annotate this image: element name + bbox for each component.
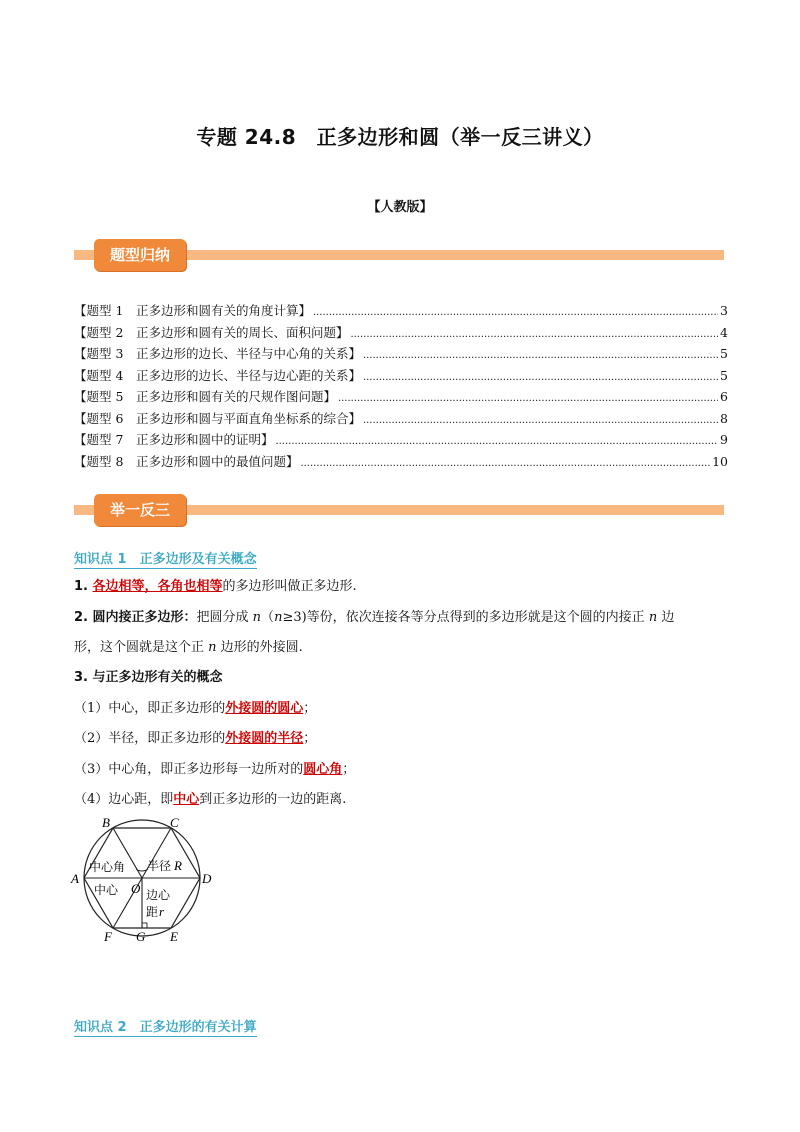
toc-label: 【题型 4 [74,367,124,383]
center-label-o: O [131,881,141,896]
toc-entry[interactable] [74,409,728,431]
paragraph-text: ≥3)等份，依次连接各等分点得到的多边形就是这个圆的内接正 [282,610,649,625]
vertex-label-a: A [71,871,79,886]
label-center-angle: 中心角 [89,860,126,874]
toc-page: 10 [712,453,728,469]
toc-leader [338,393,718,404]
table-of-contents [74,301,728,473]
toc-leader [313,307,718,318]
paragraph-text: 到正多边形的一边的距离. [199,792,347,807]
paragraph-text: （3）中心角，即正多边形每一边所对的 [74,762,304,777]
toc-page: 6 [720,389,728,404]
label-apothem-r: r [159,904,165,919]
toc-label: 【题型 2 [74,324,124,340]
toc-leader [363,415,718,426]
toc-label: 【题型 7 [74,432,124,447]
section-banner-types [74,239,724,273]
vertex-label-e: E [170,929,178,944]
toc-page: 8 [720,410,728,426]
toc-page: 9 [720,432,728,447]
vertex-label-f: F [104,929,112,944]
toc-text: 正多边形和圆有关的尺规作图问题】 [123,389,336,404]
toc-entry[interactable] [74,387,728,409]
highlighted-term: 外接圆的半径 [225,731,304,746]
toc-page: 3 [720,303,728,318]
banner-tag: 举一反三 [94,494,186,526]
label-radius: 半径 [147,859,172,873]
toc-entry[interactable] [74,323,728,345]
toc-entry[interactable] [74,430,728,452]
highlighted-term: 外接圆的圆心 [225,701,304,716]
vertex-label-d: D [202,871,212,886]
concept-item [74,729,734,749]
math-variable: n [274,610,283,625]
toc-entry[interactable] [74,301,728,323]
vertex-label-b: B [102,815,110,830]
concept-item [74,699,734,719]
toc-page: 5 [720,367,728,383]
paragraph-text: （1）中心，即正多边形的 [74,701,226,716]
toc-page: 5 [720,346,728,361]
toc-page: 4 [720,324,728,340]
label-apothem: 边心 [146,888,171,902]
toc-leader [363,372,718,383]
knowledge-point-heading: 知识点 1 正多边形及有关概念 [74,548,257,569]
toc-label: 【题型 8 [74,453,124,469]
section-banner-examples [74,494,724,528]
toc-entry[interactable] [74,366,728,388]
paragraph-text: （2）半径，即正多边形的 [74,731,226,746]
toc-label: 【题型 3 [74,346,124,361]
toc-text: 正多边形和圆中的最值问题】 [123,453,299,469]
document-title: 专题 24.8 正多边形和圆（举一反三讲义） [196,125,604,149]
definition-paragraph [74,608,734,628]
bold-term: 圆内接正多边形： [92,610,197,625]
paragraph-text: 边 [657,610,675,625]
math-variable: n [208,640,217,655]
subsection-heading: 3. 与正多边形有关的概念 [74,670,223,685]
math-variable: n [252,610,262,625]
math-variable: n [648,610,658,625]
toc-label: 【题型 1 [74,303,124,318]
item-number: 1. [74,579,93,594]
toc-text: 正多边形和圆有关的周长、面积问题】 [123,324,349,340]
toc-entry[interactable] [74,344,728,366]
toc-label: 【题型 6 [74,410,124,426]
toc-entry[interactable] [74,452,728,474]
item-number: 2. [74,610,93,625]
toc-leader [300,458,710,469]
toc-leader [363,350,718,361]
toc-text: 正多边形和圆与平面直角坐标系的综合】 [123,410,361,426]
label-radius-r: R [174,858,182,873]
label-apothem-distance: 距 [146,905,159,919]
toc-leader [350,329,718,340]
right-angle-mark [142,923,147,928]
paragraph-text: ； [303,731,317,746]
toc-text: 正多边形的边长、半径与中心角的关系】 [123,346,361,361]
paragraph-text: ； [342,762,356,777]
paragraph-text: 边形的外接圆. [216,640,303,655]
paragraph-text: （ [261,610,275,625]
toc-text: 正多边形和圆中的证明】 [123,432,274,447]
highlighted-term: 各边相等，各角也相等 [92,579,223,594]
paragraph-text: （4）边心距，即 [74,792,174,807]
toc-label: 【题型 5 [74,389,124,404]
concept-item [74,760,734,780]
banner-tag: 题型归纳 [94,239,186,271]
vertex-label-c: C [170,815,179,830]
concept-item [74,790,734,810]
paragraph-text: 的多边形叫做正多边形. [222,579,357,594]
toc-text: 正多边形的边长、半径与边心距的关系】 [123,367,361,383]
toc-leader [275,436,718,447]
toc-text: 正多边形和圆有关的角度计算】 [123,303,311,318]
vertex-label-g: G [136,929,146,944]
paragraph-text: 形，这个圆就是这个正 [74,640,209,655]
highlighted-term: 圆心角 [303,762,343,777]
hexagon-circle-diagram [70,813,220,948]
definition-paragraph-continued [74,638,734,658]
paragraph-text: 把圆分成 [196,610,253,625]
knowledge-point-heading: 知识点 2 正多边形的有关计算 [74,1016,257,1037]
edition-label: 【人教版】 [367,200,433,215]
label-center: 中心 [94,883,119,897]
highlighted-term: 中心 [173,792,200,807]
definition-paragraph [74,577,734,597]
paragraph-text: ； [303,701,317,716]
